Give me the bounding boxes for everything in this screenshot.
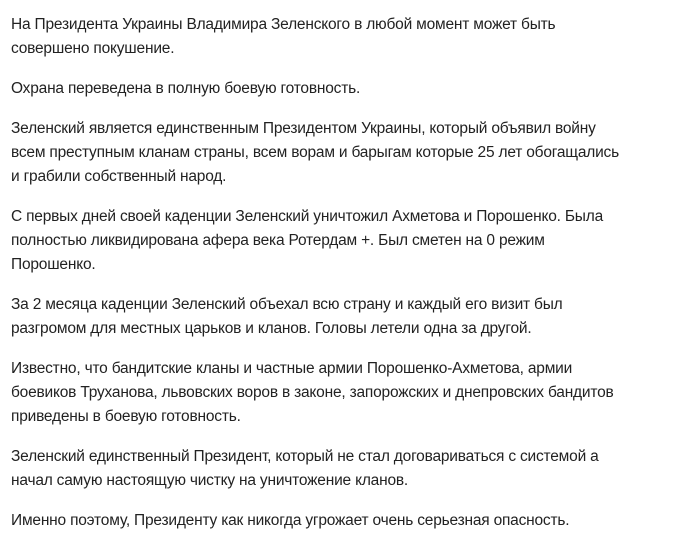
paragraph-line: приведены в боевую готовность. [11,408,241,425]
paragraph-line: С первых дней своей каденции Зеленский уничтожил Ахметова и Порошенко. Была [11,208,604,225]
paragraph-5 [11,293,682,341]
paragraph-line: Именно поэтому, Президенту как никогда угрожает очень серьезная опасность. [11,512,570,529]
paragraph-line: За 2 месяца каденции Зеленский объехал всю страну и каждый его визит был [11,296,563,313]
paragraph-line: совершено покушение. [11,40,175,57]
paragraph-7 [11,445,682,493]
paragraph-line: Порошенко. [11,256,96,273]
paragraph-2 [11,77,682,101]
paragraph-8 [11,509,682,533]
paragraph-line: Зеленский является единственным Президентом Украины, который объявил войну [11,120,596,137]
paragraph-line: На Президента Украины Владимира Зеленского в любой момент может быть [11,16,556,33]
paragraph-line: полностью ликвидирована афера века Ротердам +. Был сметен на 0 режим [11,232,545,249]
paragraph-line: Известно, что бандитские кланы и частные армии Порошенко-Ахметова, армии [11,360,573,377]
paragraph-line: Охрана переведена в полную боевую готовность. [11,80,361,97]
paragraph-line: начал самую настоящую чистку на уничтожение кланов. [11,472,409,489]
article-body [11,13,682,549]
paragraph-line: разгромом для местных царьков и кланов. Головы летели одна за другой. [11,320,532,337]
paragraph-1 [11,13,682,61]
paragraph-6 [11,357,682,429]
paragraph-line: и грабили собственный народ. [11,168,227,185]
paragraph-line: всем преступным кланам страны, всем ворам и барыгам которые 25 лет обогащались [11,144,619,161]
paragraph-line: боевиков Труханова, львовских воров в законе, запорожских и днепровских бандитов [11,384,614,401]
paragraph-line: Зеленский единственный Президент, который не стал договариваться с системой а [11,448,599,465]
paragraph-4 [11,205,682,277]
paragraph-3 [11,117,682,189]
